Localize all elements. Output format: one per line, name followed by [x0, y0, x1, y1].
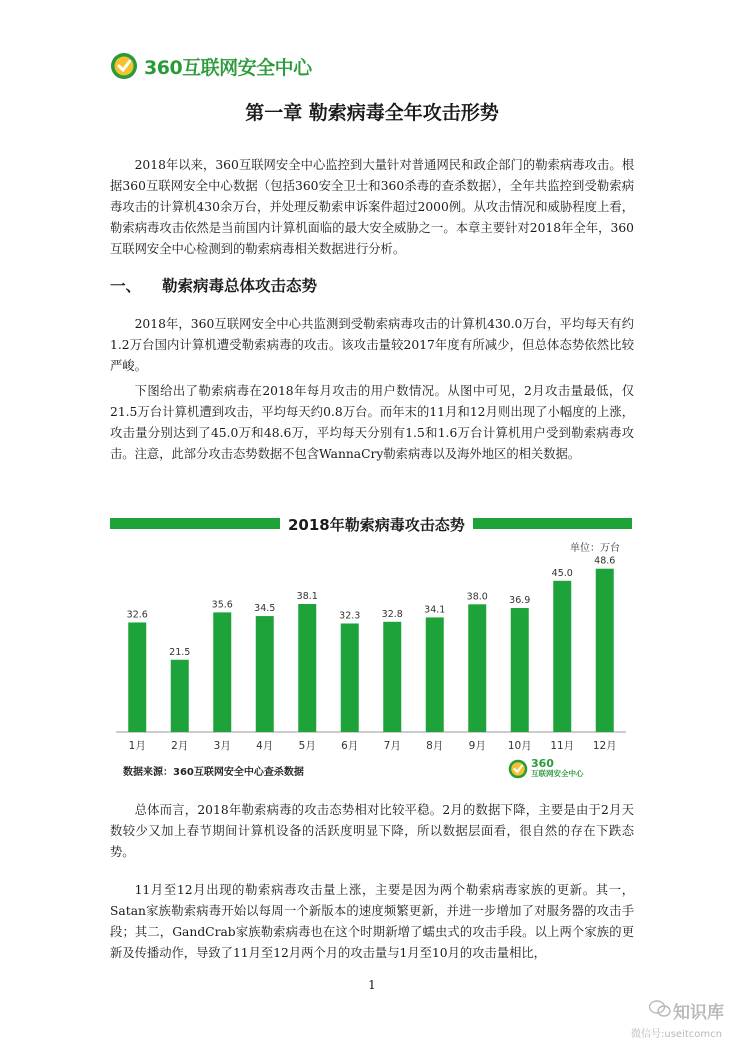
logo-text: 360互联网安全中心: [144, 56, 312, 79]
bar-value-label: 38.0: [466, 591, 488, 603]
shield-logo-icon: [110, 52, 138, 80]
bar-value-label: 32.3: [339, 610, 361, 622]
x-tick-label: 11月: [550, 740, 575, 752]
chart-logo: [508, 759, 584, 779]
bar-3: [213, 612, 231, 732]
section-heading: [110, 274, 317, 296]
paragraph-summary: 2018年，360互联网安全中心共监测到受勒索病毒攻击的计算机430.0万台，平均每天有约1.2万台国内计算机遭受勒索病毒的攻击。该攻击量较2017年度有所减少，但总体态势依然比较严峻。: [110, 317, 634, 373]
bar-1: [128, 622, 146, 732]
x-tick-label: 10月: [507, 740, 532, 752]
paragraph-intro: 2018年以来，360互联网安全中心监控到大量针对普通网民和政企部门的勒索病毒攻击。根据360互联网安全中心数据（包括360安全卫士和360杀毒的查杀数据），全年共监控到受勒索病毒攻击的计算机430余万台，并处理反勒索申诉案件超过2000例。从攻击情况和威胁程度上看，勒索病毒攻击依然是当前国内计算机面临的最大安全威胁之一。本章主要针对2018年全年，360互联网安全中心检测到的勒索病毒相关数据进行分析。: [110, 158, 634, 256]
x-tick-label: 7月: [383, 740, 401, 752]
bar-11: [553, 581, 571, 732]
bar-6: [341, 623, 359, 732]
chart-logo-line2: 互联网安全中心: [531, 769, 584, 778]
header-logo: [110, 52, 312, 80]
bar-value-label: 45.0: [551, 567, 573, 579]
page-number: 1: [368, 978, 376, 992]
bar-5: [298, 604, 316, 732]
chart-unit-label: 单位：万台: [570, 543, 620, 554]
section-number: 一、: [110, 277, 142, 295]
bar-10: [511, 608, 529, 732]
chart-source: 数据来源：360互联网安全中心查杀数据: [123, 767, 304, 778]
x-tick-label: 6月: [341, 740, 359, 752]
wechat-icon: [649, 1000, 671, 1018]
bar-value-label: 34.1: [424, 604, 446, 616]
bar-value-label: 38.1: [296, 590, 318, 602]
x-tick-label: 2月: [171, 740, 189, 752]
bar-chart: [110, 550, 632, 755]
watermark-handle: 微信号:useitcomcn: [631, 1029, 722, 1040]
x-tick-label: 3月: [213, 740, 231, 752]
bar-value-label: 34.5: [254, 603, 276, 615]
bar-value-label: 32.8: [381, 608, 403, 620]
bar-8: [426, 617, 444, 732]
bar-value-label: 21.5: [169, 646, 191, 658]
watermark: [631, 998, 724, 1040]
watermark-brand: 知识库: [673, 1003, 724, 1023]
bar-9: [468, 604, 486, 732]
paragraph-reasons: 11月至12月出现的勒索病毒攻击量上涨，主要是因为两个勒索病毒家族的更新。其一，Satan家族勒索病毒开始以每周一个新版本的速度频繁更新，并进一步增加了对服务器的攻击手段；其二，GandCrab家族勒索病毒也在这个时期新增了蠕虫式的攻击手段。以上两个家族的更新及传播动作，导致了11月至12月两个月的攻击量与1月至10月的攻击量相比，: [110, 883, 634, 960]
bar-value-label: 32.6: [126, 609, 148, 621]
x-tick-label: 5月: [298, 740, 316, 752]
x-tick-label: 8月: [426, 740, 444, 752]
section-title: 勒索病毒总体攻击态势: [162, 277, 318, 295]
chart-title: 2018年勒索病毒攻击态势: [280, 514, 473, 535]
bar-value-label: 36.9: [509, 595, 531, 607]
shield-logo-icon: [508, 759, 528, 779]
chart-logo-line1: 360: [531, 757, 554, 770]
bar-value-label: 35.6: [211, 599, 233, 611]
bar-12: [596, 569, 614, 732]
x-tick-label: 12月: [592, 740, 617, 752]
chapter-title: 第一章 勒索病毒全年攻击形势: [245, 102, 499, 124]
x-tick-label: 1月: [128, 740, 146, 752]
bar-value-label: 48.6: [594, 555, 616, 567]
paragraph-analysis: 总体而言，2018年勒索病毒的攻击态势相对比较平稳。2月的数据下降，主要是由于2月天数较少又加上春节期间计算机设备的活跃度明显下降，所以数据层面看，很自然的存在下跌态势。: [110, 803, 634, 859]
bar-2: [171, 660, 189, 732]
bar-4: [256, 616, 274, 732]
x-tick-label: 4月: [256, 740, 274, 752]
x-tick-label: 9月: [468, 740, 486, 752]
paragraph-chart-intro: 下图给出了勒索病毒在2018年每月攻击的用户数情况。从图中可见，2月攻击量最低，仅21.5万台计算机遭到攻击，平均每天约0.8万台。而年末的11月和12月则出现了小幅度的上涨，攻击量分别达到了45.0万和48.6万，平均每天分别有1.5和1.6万台计算机用户受到勒索病毒攻击。注意，此部分攻击态势数据不包含WannaCry勒索病毒以及海外地区的相关数据。: [110, 384, 634, 461]
bar-7: [383, 622, 401, 732]
